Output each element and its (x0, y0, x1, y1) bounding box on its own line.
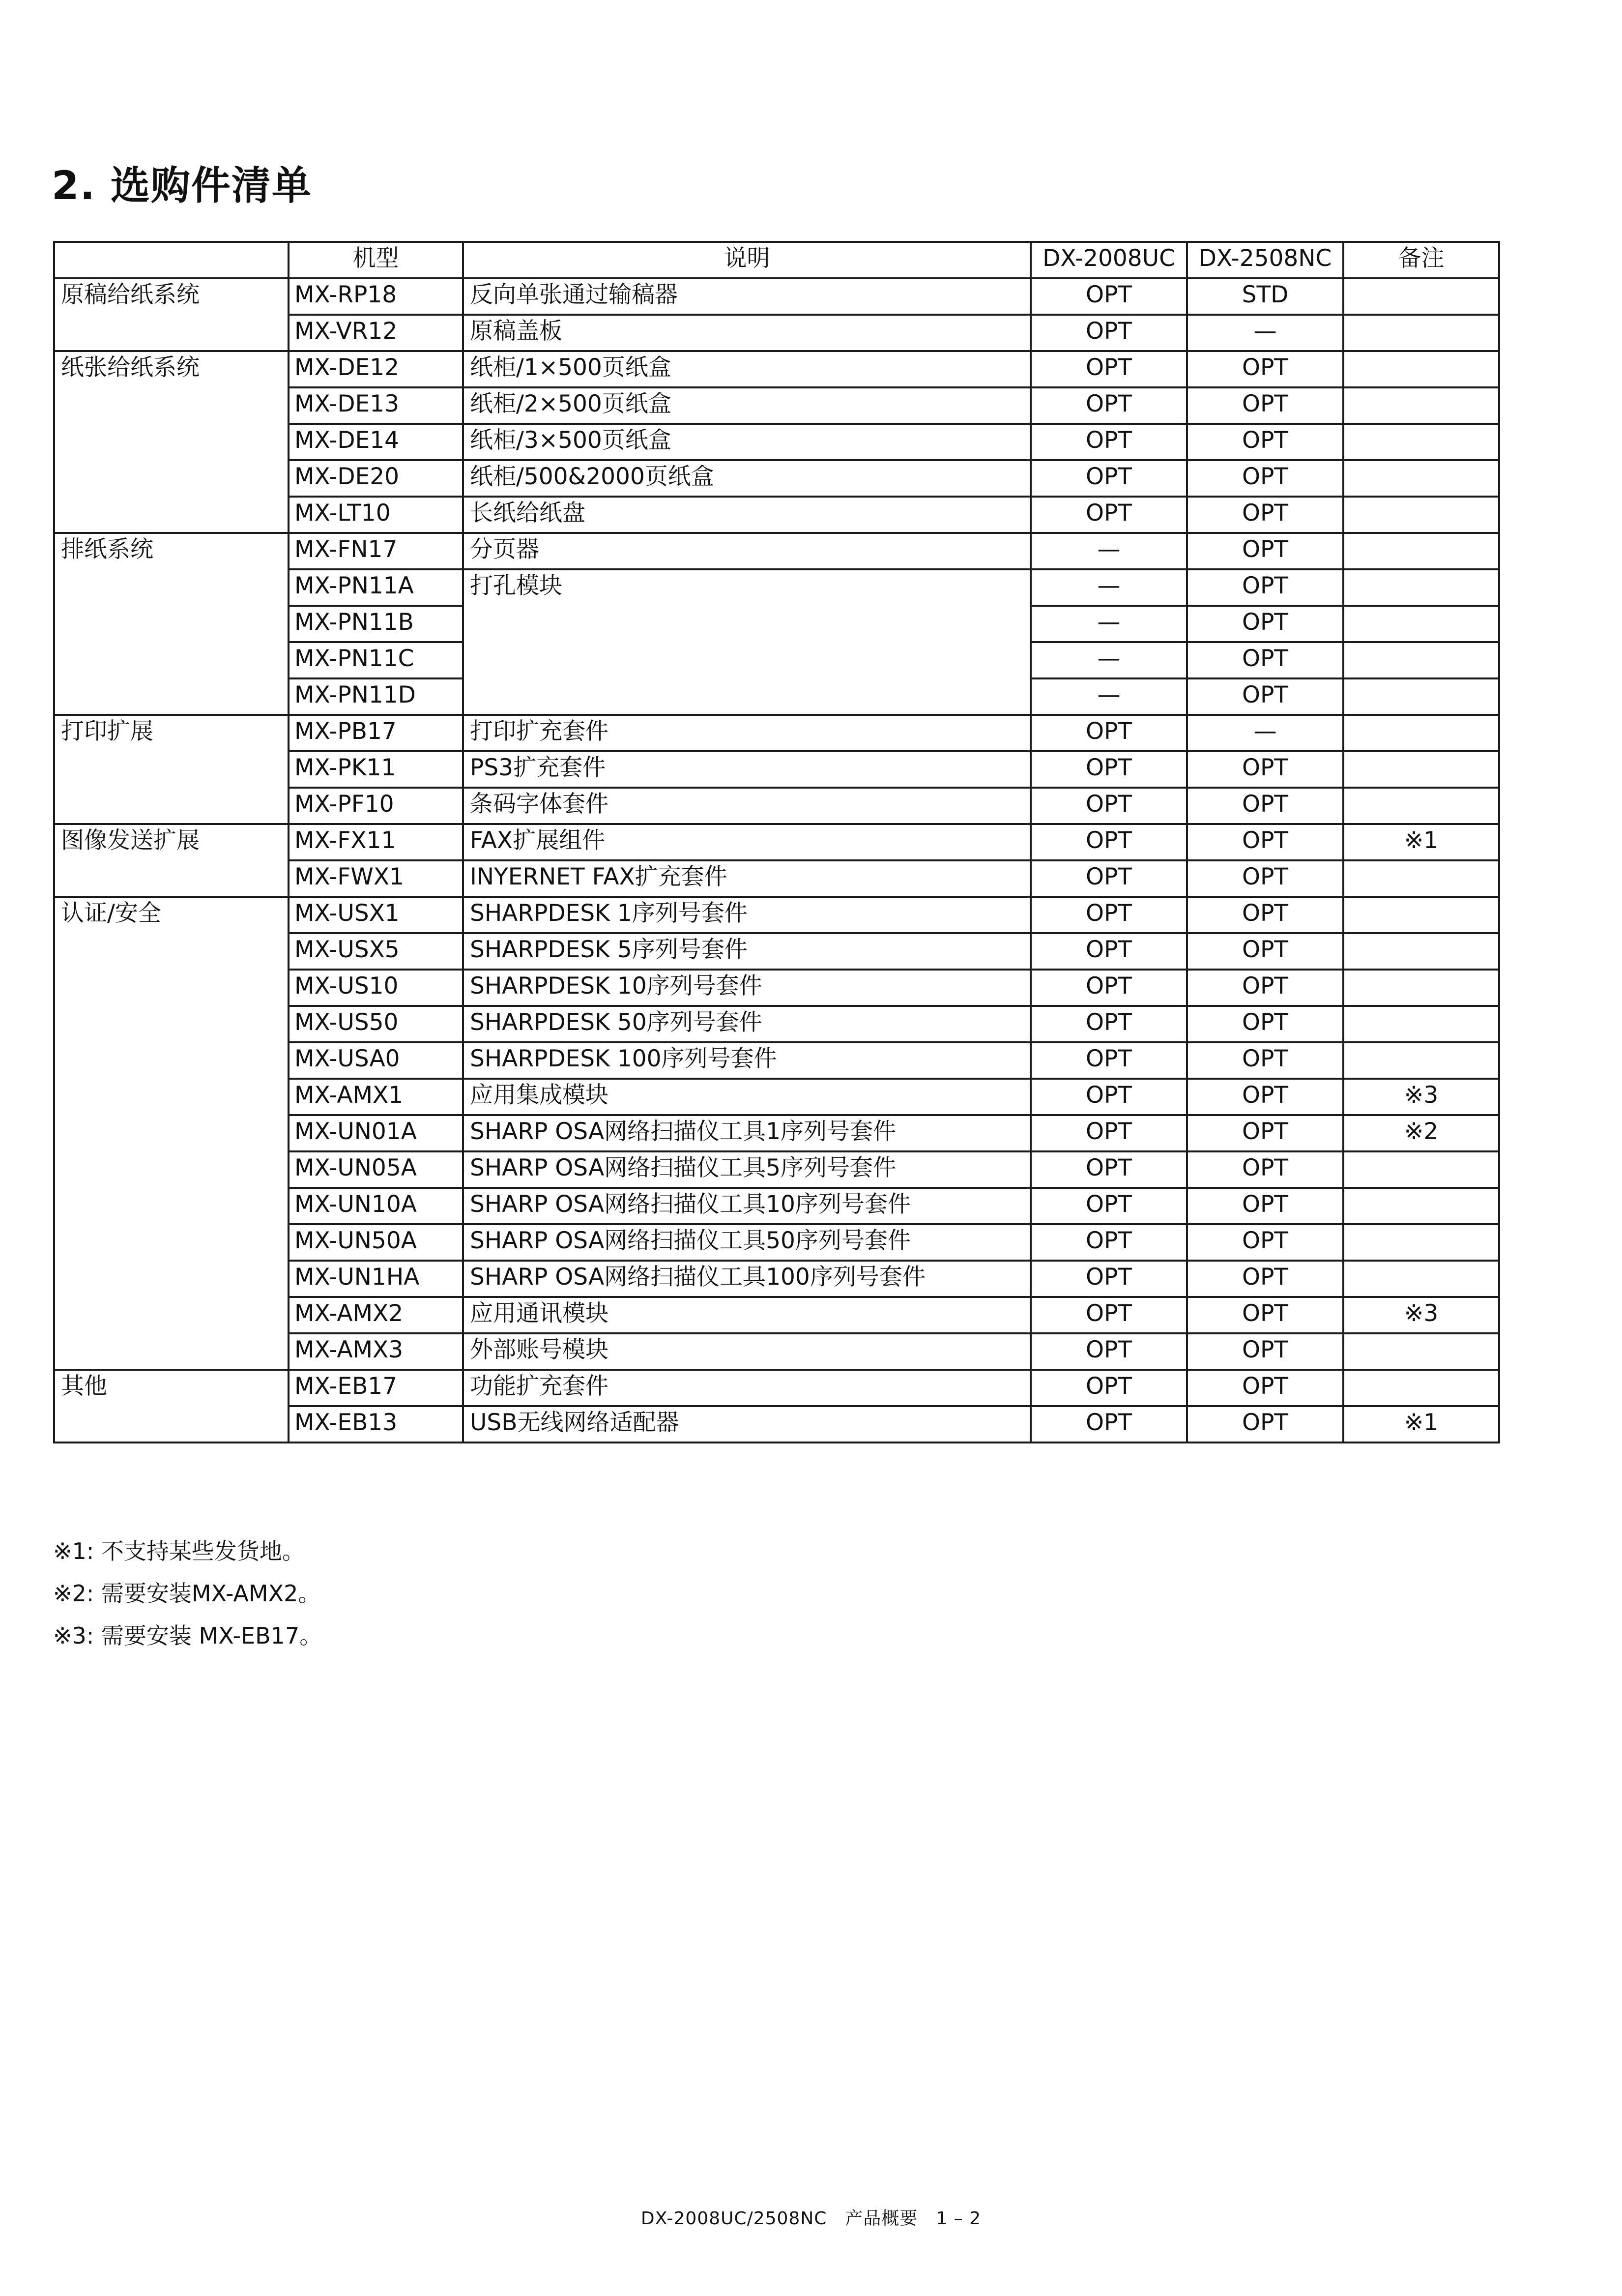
cell-dx2008uc: OPT (1031, 860, 1187, 897)
cell-dx2008uc: OPT (1031, 278, 1187, 315)
cell-description: 打印扩充套件 (463, 715, 1031, 751)
cell-note: ※3 (1343, 1079, 1499, 1115)
cell-model: MX-UN10A (289, 1188, 463, 1224)
cell-model: MX-VR12 (289, 315, 463, 351)
table-row (54, 533, 1499, 569)
table-row (54, 788, 1499, 824)
table-row (54, 606, 1499, 642)
cell-note (1343, 1261, 1499, 1297)
cell-dx2508nc: OPT (1187, 424, 1343, 460)
cell-model: MX-FWX1 (289, 860, 463, 897)
table-row (54, 1333, 1499, 1370)
cell-category (54, 315, 289, 351)
cell-note (1343, 424, 1499, 460)
cell-category: 打印扩展 (54, 715, 289, 751)
cell-dx2008uc: OPT (1031, 933, 1187, 970)
cell-category (54, 860, 289, 897)
table-row (54, 970, 1499, 1006)
footnote: ※3: 需要安装 MX-EB17。 (53, 1622, 322, 1649)
cell-model: MX-DE20 (289, 460, 463, 497)
cell-description: 反向单张通过输稿器 (463, 278, 1031, 315)
cell-model: MX-PF10 (289, 788, 463, 824)
header-dx2508nc: DX-2508NC (1187, 242, 1343, 278)
table-header-row (54, 242, 1499, 278)
cell-dx2508nc: OPT (1187, 1115, 1343, 1151)
cell-dx2008uc: — (1031, 678, 1187, 715)
cell-dx2508nc: OPT (1187, 1333, 1343, 1370)
cell-dx2008uc: OPT (1031, 387, 1187, 424)
cell-model: MX-FN17 (289, 533, 463, 569)
table-row (54, 1370, 1499, 1406)
table-row (54, 678, 1499, 715)
cell-dx2508nc: OPT (1187, 606, 1343, 642)
cell-dx2008uc: — (1031, 606, 1187, 642)
cell-model: MX-AMX3 (289, 1333, 463, 1370)
cell-model: MX-EB17 (289, 1370, 463, 1406)
cell-description: SHARP OSA网络扫描仪工具5序列号套件 (463, 1151, 1031, 1188)
header-category (54, 242, 289, 278)
cell-category: 排纸系统 (54, 533, 289, 569)
table-row (54, 860, 1499, 897)
cell-note (1343, 569, 1499, 606)
table-row (54, 715, 1499, 751)
cell-dx2008uc: OPT (1031, 1006, 1187, 1042)
cell-dx2508nc: — (1187, 315, 1343, 351)
cell-dx2008uc: OPT (1031, 751, 1187, 788)
cell-dx2508nc: OPT (1187, 897, 1343, 933)
cell-dx2508nc: OPT (1187, 751, 1343, 788)
cell-description: 应用集成模块 (463, 1079, 1031, 1115)
cell-dx2008uc: OPT (1031, 315, 1187, 351)
table-row (54, 1115, 1499, 1151)
cell-dx2508nc: OPT (1187, 1406, 1343, 1442)
cell-note (1343, 1370, 1499, 1406)
cell-dx2508nc: OPT (1187, 1370, 1343, 1406)
cell-note (1343, 897, 1499, 933)
cell-category (54, 424, 289, 460)
cell-description: 应用通讯模块 (463, 1297, 1031, 1333)
cell-description: SHARPDESK 50序列号套件 (463, 1006, 1031, 1042)
cell-category (54, 1297, 289, 1333)
table-row (54, 424, 1499, 460)
cell-dx2508nc: OPT (1187, 933, 1343, 970)
cell-dx2008uc: OPT (1031, 1224, 1187, 1261)
cell-dx2508nc: OPT (1187, 1297, 1343, 1333)
footnotes (53, 1530, 322, 1657)
cell-category (54, 569, 289, 606)
cell-category: 纸张给纸系统 (54, 351, 289, 387)
cell-note (1343, 315, 1499, 351)
cell-description: SHARPDESK 1序列号套件 (463, 897, 1031, 933)
cell-category: 图像发送扩展 (54, 824, 289, 860)
footnote: ※2: 需要安装MX-AMX2。 (53, 1580, 321, 1607)
cell-dx2508nc: OPT (1187, 1079, 1343, 1115)
cell-dx2008uc: OPT (1031, 1151, 1187, 1188)
cell-note (1343, 533, 1499, 569)
cell-note: ※1 (1343, 1406, 1499, 1442)
cell-dx2008uc: — (1031, 533, 1187, 569)
cell-note (1343, 970, 1499, 1006)
cell-description: 外部账号模块 (463, 1333, 1031, 1370)
cell-category: 认证/安全 (54, 897, 289, 933)
cell-description: SHARPDESK 10序列号套件 (463, 970, 1031, 1006)
page-title: 2. 选购件清单 (52, 163, 312, 208)
cell-dx2008uc: OPT (1031, 897, 1187, 933)
cell-note (1343, 1333, 1499, 1370)
cell-category (54, 460, 289, 497)
table-body (54, 278, 1499, 1442)
cell-model: MX-PN11D (289, 678, 463, 715)
cell-category (54, 1333, 289, 1370)
cell-model: MX-PK11 (289, 751, 463, 788)
cell-category (54, 751, 289, 788)
cell-model: MX-DE13 (289, 387, 463, 424)
cell-dx2508nc: OPT (1187, 824, 1343, 860)
cell-category (54, 1006, 289, 1042)
cell-dx2008uc: OPT (1031, 424, 1187, 460)
table-row (54, 387, 1499, 424)
cell-category (54, 970, 289, 1006)
cell-model: MX-USA0 (289, 1042, 463, 1079)
cell-dx2508nc: OPT (1187, 1261, 1343, 1297)
cell-note: ※1 (1343, 824, 1499, 860)
cell-dx2508nc: OPT (1187, 1042, 1343, 1079)
cell-category (54, 1151, 289, 1188)
cell-dx2508nc: OPT (1187, 1224, 1343, 1261)
cell-description: 纸柜/3×500页纸盒 (463, 424, 1031, 460)
cell-note (1343, 1042, 1499, 1079)
cell-description: 纸柜/2×500页纸盒 (463, 387, 1031, 424)
table-row (54, 1261, 1499, 1297)
table-row (54, 824, 1499, 860)
cell-description: 纸柜/500&2000页纸盒 (463, 460, 1031, 497)
table-row (54, 278, 1499, 315)
cell-description: 纸柜/1×500页纸盒 (463, 351, 1031, 387)
cell-model: MX-US50 (289, 1006, 463, 1042)
cell-category (54, 1042, 289, 1079)
cell-dx2008uc: OPT (1031, 497, 1187, 533)
cell-dx2508nc: OPT (1187, 533, 1343, 569)
cell-category: 其他 (54, 1370, 289, 1406)
cell-dx2508nc: OPT (1187, 1151, 1343, 1188)
table-row (54, 1406, 1499, 1442)
cell-dx2008uc: OPT (1031, 1188, 1187, 1224)
cell-dx2008uc: OPT (1031, 1042, 1187, 1079)
cell-category (54, 1224, 289, 1261)
cell-description: SHARP OSA网络扫描仪工具1序列号套件 (463, 1115, 1031, 1151)
cell-note (1343, 642, 1499, 678)
table-row (54, 315, 1499, 351)
cell-note (1343, 1151, 1499, 1188)
cell-category (54, 1188, 289, 1224)
cell-note (1343, 387, 1499, 424)
cell-model: MX-UN50A (289, 1224, 463, 1261)
cell-note (1343, 278, 1499, 315)
cell-note (1343, 1224, 1499, 1261)
cell-description: FAX扩展组件 (463, 824, 1031, 860)
cell-dx2508nc: OPT (1187, 460, 1343, 497)
cell-dx2008uc: OPT (1031, 1261, 1187, 1297)
cell-note (1343, 351, 1499, 387)
cell-note (1343, 860, 1499, 897)
page-footer: DX-2008UC/2508NC 产品概要 1 – 2 (640, 2208, 982, 2229)
cell-note (1343, 460, 1499, 497)
cell-dx2008uc: OPT (1031, 1297, 1187, 1333)
cell-description: SHARPDESK 5序列号套件 (463, 933, 1031, 970)
cell-note (1343, 678, 1499, 715)
cell-category (54, 1261, 289, 1297)
cell-category (54, 606, 289, 642)
cell-note: ※3 (1343, 1297, 1499, 1333)
cell-dx2008uc: OPT (1031, 824, 1187, 860)
table-row (54, 1188, 1499, 1224)
table-row (54, 1079, 1499, 1115)
footnote: ※1: 不支持某些发货地。 (53, 1538, 305, 1564)
table-row (54, 642, 1499, 678)
cell-dx2008uc: OPT (1031, 351, 1187, 387)
cell-dx2008uc: OPT (1031, 788, 1187, 824)
header-model: 机型 (289, 242, 463, 278)
cell-description: PS3扩充套件 (463, 751, 1031, 788)
cell-model: MX-UN05A (289, 1151, 463, 1188)
cell-note (1343, 788, 1499, 824)
cell-description: SHARP OSA网络扫描仪工具10序列号套件 (463, 1188, 1031, 1224)
cell-description: SHARP OSA网络扫描仪工具100序列号套件 (463, 1261, 1031, 1297)
cell-model: MX-PN11B (289, 606, 463, 642)
cell-description (463, 606, 1031, 642)
table-row (54, 1224, 1499, 1261)
options-table (53, 241, 1500, 1443)
cell-dx2008uc: OPT (1031, 1115, 1187, 1151)
cell-dx2008uc: OPT (1031, 1079, 1187, 1115)
cell-model: MX-AMX1 (289, 1079, 463, 1115)
cell-dx2508nc: OPT (1187, 678, 1343, 715)
cell-model: MX-LT10 (289, 497, 463, 533)
cell-category (54, 642, 289, 678)
cell-dx2008uc: — (1031, 642, 1187, 678)
table-row (54, 351, 1499, 387)
cell-description: INYERNET FAX扩充套件 (463, 860, 1031, 897)
cell-model: MX-USX1 (289, 897, 463, 933)
cell-dx2508nc: OPT (1187, 1188, 1343, 1224)
cell-description: SHARP OSA网络扫描仪工具50序列号套件 (463, 1224, 1031, 1261)
cell-description (463, 678, 1031, 715)
cell-dx2008uc: — (1031, 569, 1187, 606)
cell-dx2508nc: OPT (1187, 788, 1343, 824)
cell-model: MX-UN1HA (289, 1261, 463, 1297)
cell-description: SHARPDESK 100序列号套件 (463, 1042, 1031, 1079)
cell-category (54, 387, 289, 424)
cell-model: MX-RP18 (289, 278, 463, 315)
cell-model: MX-FX11 (289, 824, 463, 860)
cell-description (463, 642, 1031, 678)
cell-model: MX-AMX2 (289, 1297, 463, 1333)
cell-note (1343, 751, 1499, 788)
table-row (54, 751, 1499, 788)
table-row (54, 569, 1499, 606)
header-note: 备注 (1343, 242, 1499, 278)
cell-model: MX-EB13 (289, 1406, 463, 1442)
table-row (54, 933, 1499, 970)
cell-model: MX-UN01A (289, 1115, 463, 1151)
cell-model: MX-PN11A (289, 569, 463, 606)
cell-model: MX-PB17 (289, 715, 463, 751)
cell-dx2508nc: OPT (1187, 351, 1343, 387)
cell-category (54, 497, 289, 533)
cell-model: MX-DE14 (289, 424, 463, 460)
cell-note (1343, 606, 1499, 642)
cell-note (1343, 497, 1499, 533)
cell-dx2508nc: OPT (1187, 1006, 1343, 1042)
table-row (54, 1297, 1499, 1333)
cell-category (54, 1115, 289, 1151)
cell-dx2508nc: STD (1187, 278, 1343, 315)
cell-dx2508nc: OPT (1187, 387, 1343, 424)
table-row (54, 497, 1499, 533)
table-row (54, 1042, 1499, 1079)
cell-description: 打孔模块 (463, 569, 1031, 606)
header-dx2008uc: DX-2008UC (1031, 242, 1187, 278)
cell-dx2508nc: OPT (1187, 569, 1343, 606)
cell-dx2008uc: OPT (1031, 1370, 1187, 1406)
cell-dx2008uc: OPT (1031, 715, 1187, 751)
cell-note (1343, 1006, 1499, 1042)
cell-dx2508nc: OPT (1187, 970, 1343, 1006)
cell-dx2008uc: OPT (1031, 1333, 1187, 1370)
cell-dx2508nc: — (1187, 715, 1343, 751)
table-row (54, 1151, 1499, 1188)
cell-dx2508nc: OPT (1187, 497, 1343, 533)
cell-dx2008uc: OPT (1031, 460, 1187, 497)
cell-note: ※2 (1343, 1115, 1499, 1151)
cell-model: MX-PN11C (289, 642, 463, 678)
cell-dx2008uc: OPT (1031, 1406, 1187, 1442)
cell-model: MX-USX5 (289, 933, 463, 970)
cell-note (1343, 715, 1499, 751)
cell-dx2508nc: OPT (1187, 642, 1343, 678)
cell-description: 原稿盖板 (463, 315, 1031, 351)
cell-description: 条码字体套件 (463, 788, 1031, 824)
cell-category (54, 933, 289, 970)
table-row (54, 1006, 1499, 1042)
cell-note (1343, 933, 1499, 970)
cell-description: 分页器 (463, 533, 1031, 569)
table-row (54, 460, 1499, 497)
cell-category (54, 1079, 289, 1115)
cell-description: 功能扩充套件 (463, 1370, 1031, 1406)
header-description: 说明 (463, 242, 1031, 278)
cell-category (54, 788, 289, 824)
cell-description: USB无线网络适配器 (463, 1406, 1031, 1442)
cell-dx2008uc: OPT (1031, 970, 1187, 1006)
cell-description: 长纸给纸盘 (463, 497, 1031, 533)
cell-model: MX-DE12 (289, 351, 463, 387)
table-row (54, 897, 1499, 933)
cell-note (1343, 1188, 1499, 1224)
cell-category (54, 678, 289, 715)
cell-dx2508nc: OPT (1187, 860, 1343, 897)
cell-model: MX-US10 (289, 970, 463, 1006)
cell-category: 原稿给纸系统 (54, 278, 289, 315)
cell-category (54, 1406, 289, 1442)
